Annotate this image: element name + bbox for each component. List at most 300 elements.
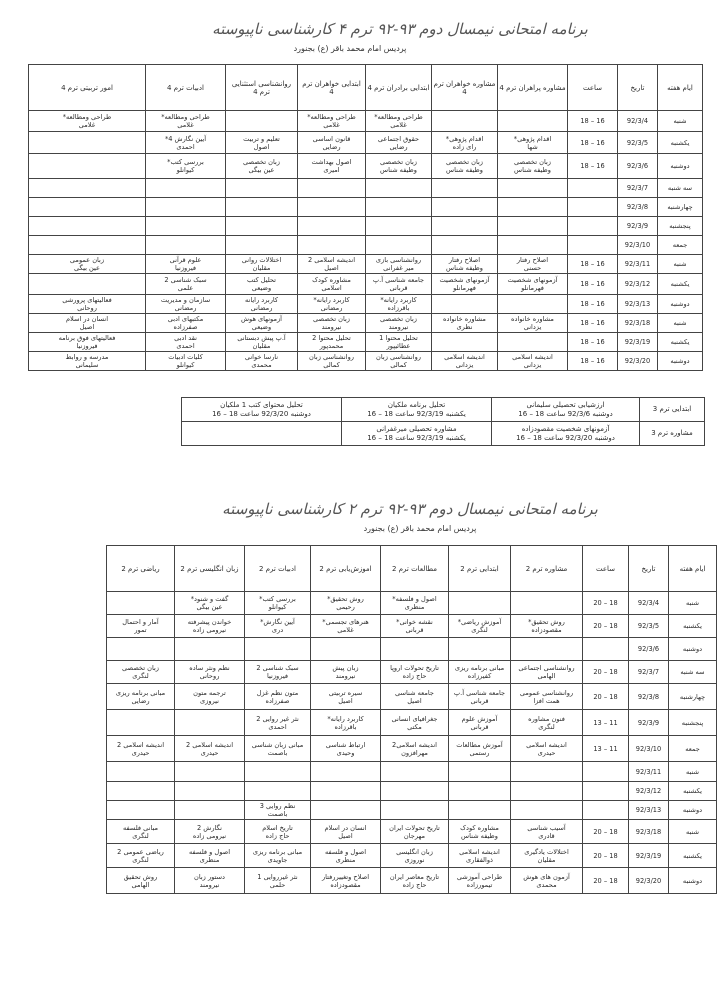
time-cell — [583, 638, 629, 661]
course-cell: آزمونهای هوش وضیعی — [226, 314, 298, 333]
time-cell: 16 – 18 — [568, 333, 618, 352]
course-cell: متون نظم غزل صفرزاده — [245, 684, 311, 710]
weekday-cell: شنبه — [669, 592, 717, 615]
course-cell: بررسی کتب* کیوانلو — [245, 592, 311, 615]
table-row — [29, 352, 703, 371]
course-cell: آسیب شناسی قادری — [511, 820, 583, 844]
notes-course-cell: تحلیل محتوای کتب 1 ملکیان دوشنبه 92/3/20 ساعت 18 – 16 — [182, 398, 342, 422]
course-cell — [432, 236, 498, 255]
course-cell: سازمان و مدیریت رمضانی — [146, 295, 226, 314]
course-cell: مبانی برنامه ریزی رضایی — [107, 684, 175, 710]
date-cell: 92/3/11 — [618, 255, 658, 274]
course-cell — [146, 236, 226, 255]
course-cell — [175, 638, 245, 661]
column-header: تاریخ — [629, 546, 669, 592]
course-cell — [107, 782, 175, 801]
weekday-cell: یکشنبه — [658, 132, 703, 154]
weekday-cell: پنجشنبه — [658, 217, 703, 236]
course-cell — [175, 782, 245, 801]
course-cell: فعالیتهای فوق برنامه فیروزنیا — [29, 333, 146, 352]
notes-course-cell — [182, 422, 342, 446]
course-cell: زبان تخصصی نیرومند — [298, 314, 366, 333]
time-cell: 16 – 18 — [568, 111, 618, 132]
top-exam-table — [28, 64, 703, 371]
course-cell — [175, 762, 245, 782]
time-cell — [568, 198, 618, 217]
course-cell — [449, 782, 511, 801]
course-cell: اصلاح رفتار حسنی — [498, 255, 568, 274]
table-row — [107, 710, 717, 736]
course-cell: کاربرد رایانه* باقرزاده — [311, 710, 381, 736]
course-cell — [366, 198, 432, 217]
course-cell: زبان تخصصی عین بیگی — [226, 154, 298, 179]
time-cell: 11 – 13 — [583, 710, 629, 736]
table-row — [29, 179, 703, 198]
time-cell: 18 – 20 — [583, 592, 629, 615]
column-header: ریاضی ترم 2 — [107, 546, 175, 592]
course-cell — [381, 782, 449, 801]
course-cell — [175, 710, 245, 736]
course-cell: آمار و احتمال تمور — [107, 615, 175, 638]
course-cell: تحلیل محتوا 1 عطائیپور — [366, 333, 432, 352]
weekday-cell: دوشنبه — [669, 638, 717, 661]
table-row — [107, 736, 717, 762]
table-row — [29, 217, 703, 236]
course-cell: اصلاح وتغییررفتار مقصودزاده — [311, 868, 381, 894]
date-cell: 92/3/7 — [629, 661, 669, 684]
course-cell — [449, 801, 511, 820]
course-cell: انسان در اسلام اصیل — [311, 820, 381, 844]
column-header: مشاوره پراهران ترم 4 — [498, 65, 568, 111]
course-cell: تحلیل محتوا 2 محمدپور — [298, 333, 366, 352]
course-cell — [498, 179, 568, 198]
course-cell: روانشناسی زبان کمالی — [298, 352, 366, 371]
course-cell — [449, 762, 511, 782]
course-cell — [29, 179, 146, 198]
time-cell: 16 – 18 — [568, 352, 618, 371]
date-cell: 92/3/19 — [629, 844, 669, 868]
course-cell: کاربرد رایانه* باقرزاده — [366, 295, 432, 314]
course-cell: جامعه شناسی اصیل — [381, 684, 449, 710]
bottom-handwritten-title: برنامه امتحانی نیمسال دوم ۹۳-۹۲ ترم ۲ کارشناسی ناپیوسته — [222, 500, 598, 518]
weekday-cell: یکشنبه — [658, 274, 703, 295]
course-cell — [498, 236, 568, 255]
course-cell: اصول و فلسفه منظری — [311, 844, 381, 868]
header-row — [107, 546, 717, 592]
time-cell: 16 – 18 — [568, 132, 618, 154]
weekday-cell: چهارشنبه — [658, 198, 703, 217]
date-cell: 92/3/13 — [629, 801, 669, 820]
course-cell: فعالیتهای پرورشی روحانی — [29, 295, 146, 314]
course-cell — [432, 198, 498, 217]
course-cell: مشاوره خانواده یزدانی — [498, 314, 568, 333]
course-cell: مبانی برنامه ریزی کفیرزاده — [449, 661, 511, 684]
table-row — [107, 684, 717, 710]
course-cell — [107, 592, 175, 615]
bottom-exam-table — [106, 545, 717, 894]
course-cell — [298, 217, 366, 236]
table-row — [107, 782, 717, 801]
column-header: ادبیات ترم 2 — [245, 546, 311, 592]
weekday-cell: دوشنبه — [669, 801, 717, 820]
table-row — [107, 592, 717, 615]
column-header: ادبیات ترم 4 — [146, 65, 226, 111]
course-cell — [107, 638, 175, 661]
table-row — [107, 615, 717, 638]
time-cell — [568, 179, 618, 198]
time-cell: 16 – 18 — [568, 314, 618, 333]
date-cell: 92/3/20 — [629, 868, 669, 894]
weekday-cell: شنبه — [658, 255, 703, 274]
course-cell — [29, 132, 146, 154]
course-cell: تاریخ تحولات ایران مهرجان — [381, 820, 449, 844]
date-cell: 92/3/13 — [618, 295, 658, 314]
course-cell — [29, 154, 146, 179]
course-cell — [29, 198, 146, 217]
column-header: ایام هفته — [669, 546, 717, 592]
course-cell: ریاضی عمومی 2 لنگری — [107, 844, 175, 868]
course-cell: روش تحقیق* رحیمی — [311, 592, 381, 615]
course-cell: زبان تخصصی وظیفه شناس — [366, 154, 432, 179]
column-header: ساعت — [568, 65, 618, 111]
date-cell: 92/3/18 — [618, 314, 658, 333]
course-cell: روانشناسی عمومی همت افزا — [511, 684, 583, 710]
course-cell: زبان تخصصی وظیفه شناس — [498, 154, 568, 179]
course-cell: نثر غیر روایی 2 احمدی — [245, 710, 311, 736]
table-row — [107, 868, 717, 894]
notes-row — [182, 422, 705, 446]
course-cell: زبان پیش نیرومند — [311, 661, 381, 684]
time-cell: 16 – 18 — [568, 154, 618, 179]
course-cell: آیین نگارش 4* احمدی — [146, 132, 226, 154]
term3-notes-table — [181, 397, 705, 446]
weekday-cell: پنجشنبه — [669, 710, 717, 736]
course-cell: اقدام پژوهی* شها — [498, 132, 568, 154]
column-header: روانشناسی استثنایی ترم 4 — [226, 65, 298, 111]
course-cell: روانشناسی بازی میر غفرانی — [366, 255, 432, 274]
course-cell — [511, 782, 583, 801]
course-cell — [432, 295, 498, 314]
table-row — [107, 844, 717, 868]
course-cell — [366, 217, 432, 236]
course-cell — [381, 801, 449, 820]
course-cell: اصول بهداشت امیری — [298, 154, 366, 179]
course-cell: طراحی ومطالعه* غلامی — [366, 111, 432, 132]
weekday-cell: یکشنبه — [669, 615, 717, 638]
course-cell: مبانی زبان شناسی باصمت — [245, 736, 311, 762]
time-cell — [583, 782, 629, 801]
course-cell — [432, 217, 498, 236]
course-cell: جغرافیای انسانی مکتی — [381, 710, 449, 736]
date-cell: 92/3/5 — [618, 132, 658, 154]
table-row — [29, 132, 703, 154]
course-cell — [511, 762, 583, 782]
course-cell: اختلالات روانی مقلیان — [226, 255, 298, 274]
date-cell: 92/3/20 — [618, 352, 658, 371]
time-cell: 18 – 20 — [583, 820, 629, 844]
course-cell: خواندن پیشرفته نیرومی زاده — [175, 615, 245, 638]
course-cell — [226, 179, 298, 198]
date-cell: 92/3/6 — [618, 154, 658, 179]
course-cell: زبان تخصصی لنگری — [107, 661, 175, 684]
notes-course-cell: تحلیل برنامه ملکیان یکشنبه 92/3/19 ساعت 18 – 16 — [342, 398, 492, 422]
course-cell: تعلیم و تربیت اصول — [226, 132, 298, 154]
course-cell — [311, 782, 381, 801]
table-row — [29, 154, 703, 179]
course-cell: گفت و شنود* عین بیگی — [175, 592, 245, 615]
date-cell: 92/3/19 — [618, 333, 658, 352]
course-cell: اصلاح رفتار وظیفه شناس — [432, 255, 498, 274]
course-cell: آ.پ پیش دبستانی مقلیان — [226, 333, 298, 352]
weekday-cell: شنبه — [669, 762, 717, 782]
table-row — [29, 274, 703, 295]
column-header: تاریخ — [618, 65, 658, 111]
course-cell: طراحی آموزشی تیمورزاده — [449, 868, 511, 894]
weekday-cell: یکشنبه — [669, 844, 717, 868]
course-cell — [107, 801, 175, 820]
column-header: مشاوره ترم 2 — [511, 546, 583, 592]
date-cell: 92/3/9 — [629, 710, 669, 736]
date-cell: 92/3/9 — [618, 217, 658, 236]
date-cell: 92/3/12 — [618, 274, 658, 295]
course-cell: سبک شناسی 2 علمی — [146, 274, 226, 295]
course-cell — [511, 592, 583, 615]
weekday-cell: شنبه — [658, 111, 703, 132]
course-cell: هنرهای تجسمی* غلامی — [311, 615, 381, 638]
course-cell: نگارش 2 نیرومی زاده — [175, 820, 245, 844]
column-header: مشاوره خواهران ترم 4 — [432, 65, 498, 111]
column-header: زبان انگلیسی ترم 2 — [175, 546, 245, 592]
course-cell: اندیشه اسلامی 2 حیدری — [107, 736, 175, 762]
table-row — [29, 236, 703, 255]
course-cell — [245, 762, 311, 782]
course-cell — [146, 198, 226, 217]
weekday-cell: دوشنبه — [658, 295, 703, 314]
course-cell: اقدام پژوهی* رای زاده — [432, 132, 498, 154]
course-cell: طراحی ومطالعه* غلامی — [146, 111, 226, 132]
course-cell — [107, 762, 175, 782]
course-cell — [449, 592, 511, 615]
course-cell: انسان در اسلام اصیل — [29, 314, 146, 333]
course-cell: مشاوره کودک اسلامی — [298, 274, 366, 295]
course-cell: نظم روایی 3 باصمت — [245, 801, 311, 820]
course-cell — [226, 198, 298, 217]
course-cell: اصول و فلسفه* منظری — [381, 592, 449, 615]
course-cell: اندیشه اسلامی 2 حیدری — [175, 736, 245, 762]
course-cell — [245, 638, 311, 661]
course-cell — [226, 236, 298, 255]
notes-course-cell: ارزشیابی تحصیلی سلیمانی دوشنبه 92/3/6 ساعت 18 – 16 — [492, 398, 640, 422]
course-cell — [107, 710, 175, 736]
weekday-cell: شنبه — [669, 820, 717, 844]
time-cell — [568, 236, 618, 255]
date-cell: 92/3/4 — [618, 111, 658, 132]
notes-course-cell: مشاوره تحصیلی میرغفرانی یکشنبه 92/3/19 ساعت 18 – 16 — [342, 422, 492, 446]
course-cell — [498, 111, 568, 132]
table-row — [107, 638, 717, 661]
course-cell — [29, 274, 146, 295]
date-cell: 92/3/6 — [629, 638, 669, 661]
course-cell: آموزش مطالعات رستمی — [449, 736, 511, 762]
course-cell — [366, 179, 432, 198]
course-cell: کاربرد رایانه* رمضانی — [298, 295, 366, 314]
weekday-cell: سه شنبه — [658, 179, 703, 198]
weekday-cell: دوشنبه — [658, 352, 703, 371]
course-cell: مدرسه و روابط سلیمانی — [29, 352, 146, 371]
bottom-campus-name: پردیس امام محمد باقر (ع) بجنورد — [363, 524, 477, 533]
column-header: ایام هفته — [658, 65, 703, 111]
date-cell: 92/3/10 — [618, 236, 658, 255]
course-cell: تاریخ معاصر ایران حاج زاده — [381, 868, 449, 894]
table-row — [29, 333, 703, 352]
course-cell: روش تحقیق الهامی — [107, 868, 175, 894]
column-header: ابتدایی برادران ترم 4 — [366, 65, 432, 111]
course-cell: زبان تخصصی نیرومند — [366, 314, 432, 333]
column-header: اموزش‌یابی ترم 2 — [311, 546, 381, 592]
course-cell: نثر غیرروایی 1 حلمی — [245, 868, 311, 894]
column-header: ابتدایی خواهران ترم 4 — [298, 65, 366, 111]
date-cell: 92/3/11 — [629, 762, 669, 782]
time-cell: 16 – 18 — [568, 255, 618, 274]
time-cell: 18 – 20 — [583, 684, 629, 710]
table-row — [29, 295, 703, 314]
course-cell: طراحی ومطالعه* غلامی — [298, 111, 366, 132]
course-cell: کاربرد رایانه رمضانی — [226, 295, 298, 314]
table-row — [29, 111, 703, 132]
course-cell: نارسا خوانی محمدی — [226, 352, 298, 371]
course-cell — [498, 217, 568, 236]
course-cell: روانشناسی اجتماعی الهامی — [511, 661, 583, 684]
course-cell: اندیشه اسلامی2 مهرافزون — [381, 736, 449, 762]
course-cell: قانون اساسی رضایی — [298, 132, 366, 154]
time-cell — [568, 217, 618, 236]
course-cell: بررسی کتب* کیوانلو — [146, 154, 226, 179]
course-cell — [29, 236, 146, 255]
course-cell: تاریخ تحولات اروپا حاج زاده — [381, 661, 449, 684]
table-row — [29, 255, 703, 274]
course-cell: سیره تربیتی اصیل — [311, 684, 381, 710]
weekday-cell: جمعه — [658, 236, 703, 255]
course-cell: اندیشه اسلامی حیدری — [511, 736, 583, 762]
course-cell — [146, 217, 226, 236]
time-cell — [583, 801, 629, 820]
course-cell: مشاوره کودک وظیفه شناس — [449, 820, 511, 844]
course-cell: حقوق اجتماعی رضایی — [366, 132, 432, 154]
course-cell — [498, 333, 568, 352]
date-cell: 92/3/8 — [618, 198, 658, 217]
course-cell: اصول و فلسفه منظری — [175, 844, 245, 868]
course-cell: زبان انگلیسی نوروزی — [381, 844, 449, 868]
notes-label-cell: مشاوره ترم 3 — [640, 422, 705, 446]
course-cell: آزمونهای شخصیت فهرمانلو — [498, 274, 568, 295]
course-cell — [381, 638, 449, 661]
course-cell — [226, 111, 298, 132]
course-cell — [298, 236, 366, 255]
course-cell: زبان تخصصی وظیفه شناس — [432, 154, 498, 179]
course-cell: اندیشه اسلامی 2 اصیل — [298, 255, 366, 274]
course-cell — [298, 179, 366, 198]
column-header: امور تربیتی ترم 4 — [29, 65, 146, 111]
course-cell — [245, 782, 311, 801]
time-cell: 18 – 20 — [583, 615, 629, 638]
course-cell — [432, 333, 498, 352]
course-cell: تاریخ اسلام حاج زاده — [245, 820, 311, 844]
date-cell: 92/3/10 — [629, 736, 669, 762]
time-cell: 18 – 20 — [583, 661, 629, 684]
course-cell: کلیات ادبیات کیوانلو — [146, 352, 226, 371]
course-cell: علوم قرآنی فیروزنیا — [146, 255, 226, 274]
course-cell — [311, 801, 381, 820]
course-cell — [381, 762, 449, 782]
course-cell: طراحی ومطالعه* غلامی — [29, 111, 146, 132]
course-cell: جامعه شناسی آ.پ قربانی — [449, 684, 511, 710]
date-cell: 92/3/4 — [629, 592, 669, 615]
weekday-cell: دوشنبه — [658, 154, 703, 179]
course-cell: اختلالات یادگیری مقلیان — [511, 844, 583, 868]
table-row — [107, 801, 717, 820]
course-cell: آموزش علوم قربانی — [449, 710, 511, 736]
course-cell: روش تحقیق* مقصودزاده — [511, 615, 583, 638]
course-cell: اندیشه اسلامی ذوالفقاری — [449, 844, 511, 868]
time-cell: 11 – 13 — [583, 736, 629, 762]
date-cell: 92/3/12 — [629, 782, 669, 801]
table-row — [29, 198, 703, 217]
course-cell: ارتباط شناسی وحیدی — [311, 736, 381, 762]
weekday-cell: جمعه — [669, 736, 717, 762]
date-cell: 92/3/18 — [629, 820, 669, 844]
column-header: مطالعات ترم 2 — [381, 546, 449, 592]
course-cell: نقد ادبی احمدی — [146, 333, 226, 352]
course-cell: آیین نگارش* دری — [245, 615, 311, 638]
course-cell — [311, 638, 381, 661]
course-cell: آزمون های هوش محمدی — [511, 868, 583, 894]
course-cell: آموزش ریاضی* لنگری — [449, 615, 511, 638]
course-cell: روانشناسی زبان کمالی — [366, 352, 432, 371]
table-row — [107, 762, 717, 782]
course-cell: ترجمه متون نیروزی — [175, 684, 245, 710]
course-cell — [511, 638, 583, 661]
course-cell: مشاوره خانواده نظری — [432, 314, 498, 333]
course-cell — [29, 217, 146, 236]
course-cell — [175, 801, 245, 820]
course-cell: جامعه شناسی آ.پ قربانی — [366, 274, 432, 295]
date-cell: 92/3/7 — [618, 179, 658, 198]
time-cell — [583, 762, 629, 782]
course-cell: مبانی فلسفه لنگری — [107, 820, 175, 844]
course-cell: آزمونهای شخصیت فهرمانلو — [432, 274, 498, 295]
table-row — [29, 314, 703, 333]
course-cell: دستور زبان نیرومند — [175, 868, 245, 894]
top-campus-name: پردیس امام محمد باقر (ع) بجنورد — [293, 44, 407, 53]
column-header: ساعت — [583, 546, 629, 592]
time-cell: 18 – 20 — [583, 844, 629, 868]
weekday-cell: سه شنبه — [669, 661, 717, 684]
weekday-cell: شنبه — [658, 314, 703, 333]
course-cell: نقشه خوانی* قربانی — [381, 615, 449, 638]
notes-course-cell: آزمونهای شخصیت مقصودزاده دوشنبه 92/3/20 ساعت 18 – 16 — [492, 422, 640, 446]
course-cell — [366, 236, 432, 255]
table-row — [107, 820, 717, 844]
table-row — [107, 661, 717, 684]
course-cell — [146, 179, 226, 198]
course-cell: مکتبهای ادبی صفرزاده — [146, 314, 226, 333]
top-handwritten-title: برنامه امتحانی نیمسال دوم ۹۳-۹۲ ترم ۴ کارشناسی ناپیوسته — [212, 20, 588, 38]
weekday-cell: چهارشنبه — [669, 684, 717, 710]
course-cell: اندیشه اسلامی یزدانی — [498, 352, 568, 371]
weekday-cell: یکشنبه — [669, 782, 717, 801]
course-cell — [311, 762, 381, 782]
column-header: ابتدایی ترم 2 — [449, 546, 511, 592]
